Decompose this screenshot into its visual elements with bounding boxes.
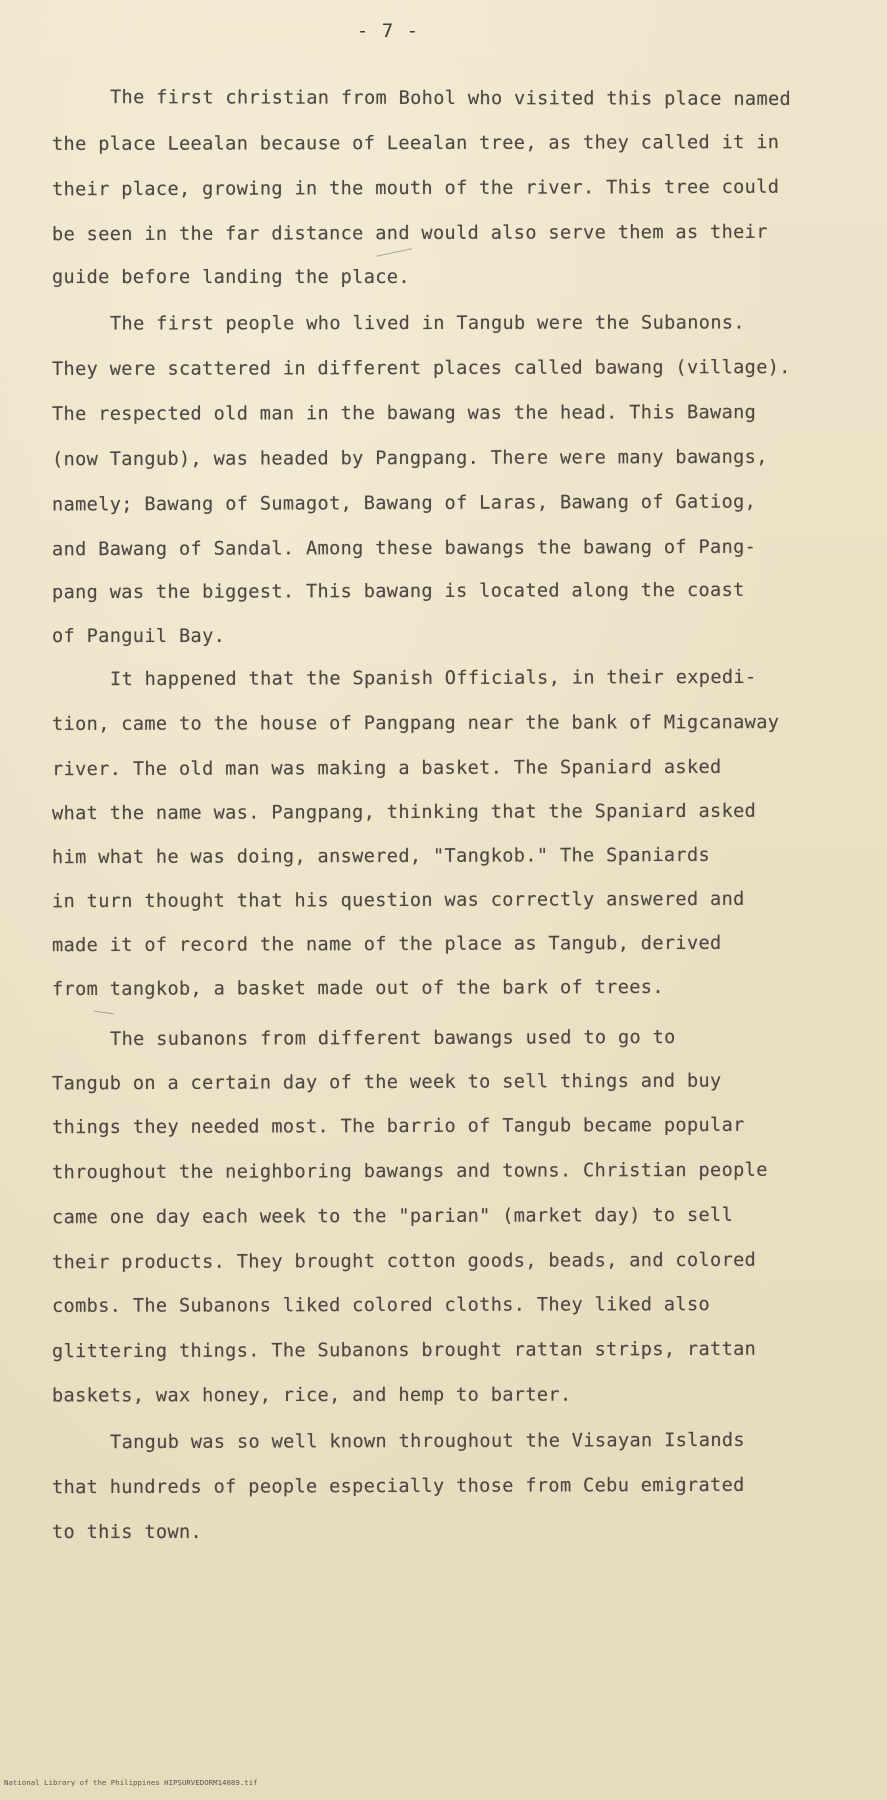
text-line: throughout the neighboring bawangs and towns. Christian people [51, 1159, 768, 1184]
text-line: of Panguil Bay. [52, 626, 226, 647]
text-line: their place, growing in the mouth of the river. This tree could [51, 176, 780, 201]
text-line: to this town. [52, 1522, 203, 1543]
text-line: The first people who lived in Tangub were the Subanons. [109, 312, 745, 335]
text-line: glittering things. The Subanons brought rattan strips, rattan [51, 1338, 757, 1363]
text-line: from tangkob, a basket made out of the bark of trees. [51, 976, 664, 1001]
text-line: pang was the biggest. This bawang is located along the coast [51, 579, 745, 604]
text-line: things they needed most. The barrio of Tangub became popular [51, 1114, 745, 1139]
text-line: him what he was doing, answered, "Tangkob." The Spaniards [51, 844, 711, 869]
text-line: combs. The Subanons liked colored cloths. They liked also [51, 1294, 711, 1317]
text-line: be seen in the far distance and would also serve them as their [51, 221, 768, 246]
archive-footer: National Library of the Philippines HIPSURVEDORM14089.tif [4, 1778, 258, 1787]
text-line: Tangub was so well known throughout the Visayan Islands [109, 1429, 745, 1454]
pencil-mark [376, 248, 411, 256]
pencil-mark [94, 1011, 114, 1015]
text-line: Tangub on a certain day of the week to sell things and buy [51, 1070, 722, 1095]
text-line: guide before landing the place. [52, 267, 410, 288]
text-line: namely; Bawang of Sumagot, Bawang of Laras, Bawang of Gatiog, [51, 491, 757, 516]
text-line: They were scattered in different places called bawang (village). [51, 357, 791, 380]
text-line: The subanons from different bawangs used to go to [109, 1027, 676, 1050]
text-line: (now Tangub), was headed by Pangpang. There were many bawangs, [51, 446, 768, 471]
text-line: baskets, wax honey, rice, and hemp to barter. [51, 1384, 572, 1407]
text-line: made it of record the name of the place as Tangub, derived [51, 932, 722, 957]
text-line: It happened that the Spanish Officials, in their expedi- [109, 666, 757, 691]
text-line: and Bawang of Sandal. Among these bawangs the bawang of Pang- [51, 536, 757, 561]
text-line: tion, came to the house of Pangpang near the bank of Migcanaway [51, 712, 780, 735]
text-line: the place Leealan because of Leealan tree, as they called it in [51, 132, 780, 155]
text-line: The respected old man in the bawang was the head. This Bawang [51, 402, 757, 425]
text-line: that hundreds of people especially those from Cebu emigrated [51, 1474, 745, 1499]
page-number: - 7 - [356, 20, 420, 42]
text-line: river. The old man was making a basket. The Spaniard asked [51, 756, 722, 781]
text-line: came one day each week to the "parian" (market day) to sell [51, 1204, 734, 1229]
text-line: The first christian from Bohol who visited this place named [109, 87, 792, 110]
text-line: in turn thought that his question was correctly answered and [51, 888, 745, 913]
text-line: their products. They brought cotton goods, beads, and colored [51, 1249, 757, 1274]
text-line: what the name was. Pangpang, thinking that the Spaniard asked [51, 800, 757, 825]
